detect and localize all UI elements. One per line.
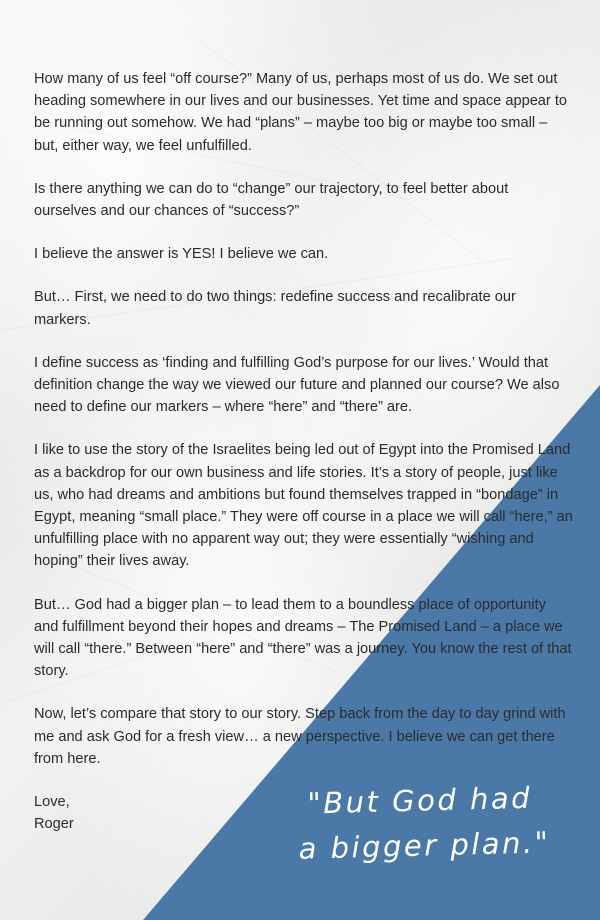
letter-paragraph: I like to use the story of the Israelites being led out of Egypt into the Promised Land as a backdrop for our own business and life stories. It’s a story of people, just like us, who had dreams and ambitions but found themselves trapped in “bondage” in Egypt, meaning “small place.” They were off course in a place we will call “here,” an unfulfilling place with no apparent way out; they were essentially “wishing and hoping” their lives away. (34, 442, 573, 570)
letter-paragraph: How many of us feel “off course?” Many of us, perhaps most of us do. We set out heading somewhere in our lives and our businesses. Yet time and space appear to be running out somehow. We had “plans” – maybe too big or maybe too small – but, either way, we feel unfulfilled. (34, 71, 568, 154)
letter-paragraph: Now, let’s compare that story to our story. Step back from the day to day grind with me and ask God for a fresh view… a new perspective. I believe we can get there from here. (34, 706, 566, 767)
letter-body (34, 68, 574, 835)
letter-paragraph: I define success as ‘finding and fulfilling God’s purpose for our lives.’ Would that definition change the way we viewed our future and planned our course? We also need to define our markers – where “here” and “there” are. (34, 354, 560, 416)
handwritten-quote (297, 774, 589, 872)
letter-paragraph: Is there anything we can do to “change” our trajectory, to feel better about ourselves and our chances of “success?” (34, 180, 509, 220)
letter-paragraph: But… First, we need to do two things: redefine success and recalibrate our markers. (34, 289, 516, 328)
letter-signature: Roger (34, 816, 74, 833)
letter-paragraph: But… God had a bigger plan – to lead them to a boundless place of opportunity and fulfillment beyond their hopes and dreams – The Promised Land – a place we will call “there.” Between “here” and “there” was a journey. You know the rest of that story. (34, 596, 572, 680)
quote-line-2: a bigger plan." (298, 825, 551, 866)
letter-paragraph: I believe the answer is YES! I believe we can. (34, 246, 329, 263)
quote-line-1: "But God had (306, 780, 533, 821)
letter-closing: Love, (34, 794, 70, 811)
